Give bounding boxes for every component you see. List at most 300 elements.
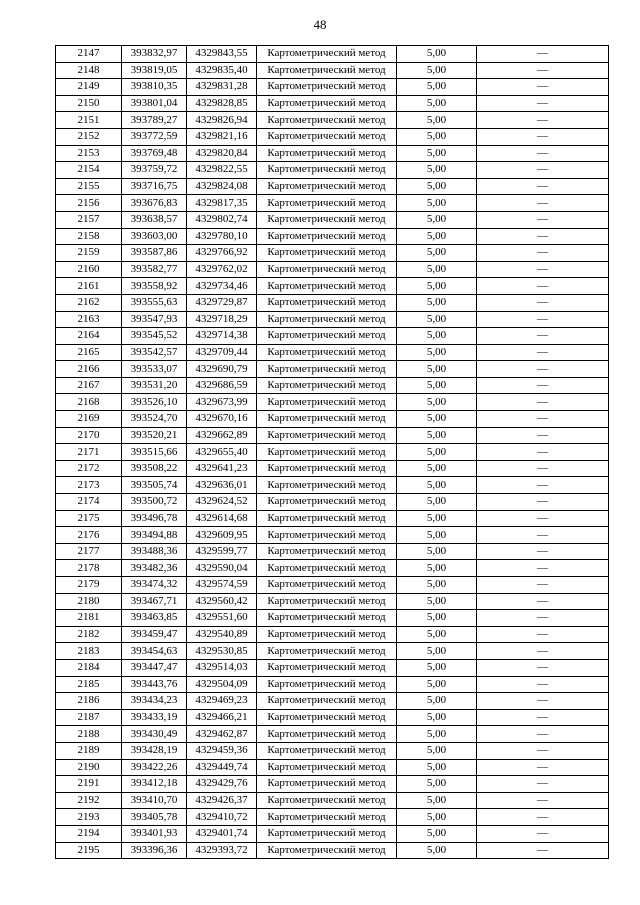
point-number-cell: 2187 [56, 709, 122, 726]
x-coordinate-cell: 393759,72 [122, 162, 187, 179]
table-row [56, 245, 609, 262]
y-coordinate-cell: 4329462,87 [187, 726, 257, 743]
accuracy-cell: 5,00 [397, 825, 477, 842]
table-row [56, 626, 609, 643]
accuracy-cell: 5,00 [397, 411, 477, 428]
accuracy-cell: 5,00 [397, 626, 477, 643]
table-row [56, 427, 609, 444]
description-cell: — [477, 162, 609, 179]
accuracy-cell: 5,00 [397, 593, 477, 610]
table-row [56, 460, 609, 477]
description-cell: — [477, 659, 609, 676]
description-cell: — [477, 759, 609, 776]
point-number-cell: 2172 [56, 460, 122, 477]
method-cell: Картометрический метод [257, 693, 397, 710]
y-coordinate-cell: 4329540,89 [187, 626, 257, 643]
x-coordinate-cell: 393533,07 [122, 361, 187, 378]
coordinates-table [55, 45, 609, 859]
description-cell: — [477, 842, 609, 859]
y-coordinate-cell: 4329410,72 [187, 809, 257, 826]
description-cell: — [477, 377, 609, 394]
x-coordinate-cell: 393542,57 [122, 344, 187, 361]
y-coordinate-cell: 4329624,52 [187, 494, 257, 511]
table-row [56, 145, 609, 162]
accuracy-cell: 5,00 [397, 809, 477, 826]
y-coordinate-cell: 4329817,35 [187, 195, 257, 212]
y-coordinate-cell: 4329709,44 [187, 344, 257, 361]
description-cell: — [477, 95, 609, 112]
method-cell: Картометрический метод [257, 626, 397, 643]
accuracy-cell: 5,00 [397, 726, 477, 743]
point-number-cell: 2151 [56, 112, 122, 129]
description-cell: — [477, 742, 609, 759]
y-coordinate-cell: 4329835,40 [187, 62, 257, 79]
method-cell: Картометрический метод [257, 659, 397, 676]
y-coordinate-cell: 4329393,72 [187, 842, 257, 859]
description-cell: — [477, 626, 609, 643]
description-cell: — [477, 510, 609, 527]
x-coordinate-cell: 393482,36 [122, 560, 187, 577]
description-cell: — [477, 228, 609, 245]
y-coordinate-cell: 4329655,40 [187, 444, 257, 461]
y-coordinate-cell: 4329831,28 [187, 79, 257, 96]
point-number-cell: 2161 [56, 278, 122, 295]
table-row [56, 228, 609, 245]
table-row [56, 261, 609, 278]
accuracy-cell: 5,00 [397, 294, 477, 311]
x-coordinate-cell: 393454,63 [122, 643, 187, 660]
table-row [56, 79, 609, 96]
y-coordinate-cell: 4329734,46 [187, 278, 257, 295]
y-coordinate-cell: 4329802,74 [187, 211, 257, 228]
point-number-cell: 2174 [56, 494, 122, 511]
method-cell: Картометрический метод [257, 294, 397, 311]
description-cell: — [477, 427, 609, 444]
description-cell: — [477, 676, 609, 693]
x-coordinate-cell: 393547,93 [122, 311, 187, 328]
accuracy-cell: 5,00 [397, 776, 477, 793]
point-number-cell: 2165 [56, 344, 122, 361]
x-coordinate-cell: 393716,75 [122, 178, 187, 195]
table-row [56, 411, 609, 428]
method-cell: Картометрический метод [257, 776, 397, 793]
point-number-cell: 2163 [56, 311, 122, 328]
point-number-cell: 2185 [56, 676, 122, 693]
y-coordinate-cell: 4329673,99 [187, 394, 257, 411]
y-coordinate-cell: 4329762,02 [187, 261, 257, 278]
point-number-cell: 2191 [56, 776, 122, 793]
method-cell: Картометрический метод [257, 577, 397, 594]
accuracy-cell: 5,00 [397, 394, 477, 411]
method-cell: Картометрический метод [257, 825, 397, 842]
y-coordinate-cell: 4329590,04 [187, 560, 257, 577]
table-row [56, 62, 609, 79]
point-number-cell: 2184 [56, 659, 122, 676]
x-coordinate-cell: 393463,85 [122, 610, 187, 627]
coordinates-table-body [56, 46, 609, 859]
x-coordinate-cell: 393433,19 [122, 709, 187, 726]
point-number-cell: 2177 [56, 543, 122, 560]
description-cell: — [477, 128, 609, 145]
method-cell: Картометрический метод [257, 195, 397, 212]
method-cell: Картометрический метод [257, 809, 397, 826]
accuracy-cell: 5,00 [397, 311, 477, 328]
table-row [56, 610, 609, 627]
x-coordinate-cell: 393832,97 [122, 46, 187, 63]
point-number-cell: 2166 [56, 361, 122, 378]
accuracy-cell: 5,00 [397, 377, 477, 394]
table-row [56, 593, 609, 610]
x-coordinate-cell: 393810,35 [122, 79, 187, 96]
y-coordinate-cell: 4329449,74 [187, 759, 257, 776]
table-row [56, 294, 609, 311]
point-number-cell: 2170 [56, 427, 122, 444]
point-number-cell: 2195 [56, 842, 122, 859]
y-coordinate-cell: 4329718,29 [187, 311, 257, 328]
table-row [56, 543, 609, 560]
x-coordinate-cell: 393428,19 [122, 742, 187, 759]
description-cell: — [477, 726, 609, 743]
table-row [56, 361, 609, 378]
y-coordinate-cell: 4329636,01 [187, 477, 257, 494]
method-cell: Картометрический метод [257, 676, 397, 693]
method-cell: Картометрический метод [257, 245, 397, 262]
accuracy-cell: 5,00 [397, 842, 477, 859]
table-row [56, 112, 609, 129]
method-cell: Картометрический метод [257, 145, 397, 162]
table-row [56, 128, 609, 145]
accuracy-cell: 5,00 [397, 145, 477, 162]
method-cell: Картометрический метод [257, 726, 397, 743]
description-cell: — [477, 328, 609, 345]
x-coordinate-cell: 393508,22 [122, 460, 187, 477]
point-number-cell: 2169 [56, 411, 122, 428]
x-coordinate-cell: 393494,88 [122, 527, 187, 544]
x-coordinate-cell: 393772,59 [122, 128, 187, 145]
method-cell: Картометрический метод [257, 377, 397, 394]
y-coordinate-cell: 4329514,03 [187, 659, 257, 676]
accuracy-cell: 5,00 [397, 693, 477, 710]
description-cell: — [477, 394, 609, 411]
method-cell: Картометрический метод [257, 228, 397, 245]
accuracy-cell: 5,00 [397, 610, 477, 627]
x-coordinate-cell: 393676,83 [122, 195, 187, 212]
x-coordinate-cell: 393405,78 [122, 809, 187, 826]
point-number-cell: 2182 [56, 626, 122, 643]
x-coordinate-cell: 393500,72 [122, 494, 187, 511]
accuracy-cell: 5,00 [397, 278, 477, 295]
table-row [56, 527, 609, 544]
y-coordinate-cell: 4329469,23 [187, 693, 257, 710]
table-row [56, 278, 609, 295]
x-coordinate-cell: 393558,92 [122, 278, 187, 295]
y-coordinate-cell: 4329690,79 [187, 361, 257, 378]
table-row [56, 792, 609, 809]
point-number-cell: 2189 [56, 742, 122, 759]
method-cell: Картометрический метод [257, 128, 397, 145]
point-number-cell: 2156 [56, 195, 122, 212]
description-cell: — [477, 577, 609, 594]
x-coordinate-cell: 393496,78 [122, 510, 187, 527]
point-number-cell: 2175 [56, 510, 122, 527]
description-cell: — [477, 560, 609, 577]
accuracy-cell: 5,00 [397, 577, 477, 594]
method-cell: Картометрический метод [257, 494, 397, 511]
x-coordinate-cell: 393422,26 [122, 759, 187, 776]
description-cell: — [477, 792, 609, 809]
table-row [56, 394, 609, 411]
x-coordinate-cell: 393531,20 [122, 377, 187, 394]
description-cell: — [477, 211, 609, 228]
method-cell: Картометрический метод [257, 411, 397, 428]
method-cell: Картометрический метод [257, 394, 397, 411]
y-coordinate-cell: 4329828,85 [187, 95, 257, 112]
method-cell: Картометрический метод [257, 79, 397, 96]
point-number-cell: 2152 [56, 128, 122, 145]
description-cell: — [477, 79, 609, 96]
y-coordinate-cell: 4329766,92 [187, 245, 257, 262]
point-number-cell: 2160 [56, 261, 122, 278]
point-number-cell: 2179 [56, 577, 122, 594]
method-cell: Картометрический метод [257, 527, 397, 544]
x-coordinate-cell: 393769,48 [122, 145, 187, 162]
table-row [56, 709, 609, 726]
point-number-cell: 2171 [56, 444, 122, 461]
point-number-cell: 2147 [56, 46, 122, 63]
y-coordinate-cell: 4329574,59 [187, 577, 257, 594]
description-cell: — [477, 195, 609, 212]
method-cell: Картометрический метод [257, 792, 397, 809]
x-coordinate-cell: 393819,05 [122, 62, 187, 79]
table-row [56, 311, 609, 328]
description-cell: — [477, 46, 609, 63]
x-coordinate-cell: 393520,21 [122, 427, 187, 444]
description-cell: — [477, 344, 609, 361]
x-coordinate-cell: 393582,77 [122, 261, 187, 278]
accuracy-cell: 5,00 [397, 759, 477, 776]
y-coordinate-cell: 4329426,37 [187, 792, 257, 809]
y-coordinate-cell: 4329530,85 [187, 643, 257, 660]
accuracy-cell: 5,00 [397, 543, 477, 560]
table-row [56, 676, 609, 693]
y-coordinate-cell: 4329429,76 [187, 776, 257, 793]
accuracy-cell: 5,00 [397, 95, 477, 112]
accuracy-cell: 5,00 [397, 742, 477, 759]
y-coordinate-cell: 4329714,38 [187, 328, 257, 345]
method-cell: Картометрический метод [257, 460, 397, 477]
point-number-cell: 2193 [56, 809, 122, 826]
point-number-cell: 2167 [56, 377, 122, 394]
description-cell: — [477, 610, 609, 627]
table-row [56, 211, 609, 228]
description-cell: — [477, 825, 609, 842]
x-coordinate-cell: 393443,76 [122, 676, 187, 693]
point-number-cell: 2154 [56, 162, 122, 179]
x-coordinate-cell: 393412,18 [122, 776, 187, 793]
y-coordinate-cell: 4329614,68 [187, 510, 257, 527]
table-row [56, 842, 609, 859]
accuracy-cell: 5,00 [397, 676, 477, 693]
accuracy-cell: 5,00 [397, 328, 477, 345]
table-row [56, 560, 609, 577]
point-number-cell: 2148 [56, 62, 122, 79]
accuracy-cell: 5,00 [397, 527, 477, 544]
x-coordinate-cell: 393447,47 [122, 659, 187, 676]
table-row [56, 809, 609, 826]
x-coordinate-cell: 393515,66 [122, 444, 187, 461]
x-coordinate-cell: 393524,70 [122, 411, 187, 428]
point-number-cell: 2158 [56, 228, 122, 245]
y-coordinate-cell: 4329551,60 [187, 610, 257, 627]
accuracy-cell: 5,00 [397, 444, 477, 461]
x-coordinate-cell: 393474,32 [122, 577, 187, 594]
point-number-cell: 2180 [56, 593, 122, 610]
point-number-cell: 2178 [56, 560, 122, 577]
table-row [56, 693, 609, 710]
method-cell: Картометрический метод [257, 361, 397, 378]
point-number-cell: 2190 [56, 759, 122, 776]
accuracy-cell: 5,00 [397, 79, 477, 96]
accuracy-cell: 5,00 [397, 261, 477, 278]
accuracy-cell: 5,00 [397, 344, 477, 361]
description-cell: — [477, 112, 609, 129]
table-row [56, 825, 609, 842]
table-row [56, 726, 609, 743]
method-cell: Картометрический метод [257, 178, 397, 195]
point-number-cell: 2173 [56, 477, 122, 494]
point-number-cell: 2150 [56, 95, 122, 112]
accuracy-cell: 5,00 [397, 659, 477, 676]
method-cell: Картометрический метод [257, 593, 397, 610]
description-cell: — [477, 809, 609, 826]
accuracy-cell: 5,00 [397, 112, 477, 129]
table-row [56, 659, 609, 676]
description-cell: — [477, 460, 609, 477]
y-coordinate-cell: 4329662,89 [187, 427, 257, 444]
y-coordinate-cell: 4329401,74 [187, 825, 257, 842]
y-coordinate-cell: 4329670,16 [187, 411, 257, 428]
method-cell: Картометрический метод [257, 560, 397, 577]
point-number-cell: 2149 [56, 79, 122, 96]
x-coordinate-cell: 393410,70 [122, 792, 187, 809]
table-row [56, 742, 609, 759]
x-coordinate-cell: 393401,93 [122, 825, 187, 842]
point-number-cell: 2155 [56, 178, 122, 195]
accuracy-cell: 5,00 [397, 211, 477, 228]
method-cell: Картометрический метод [257, 759, 397, 776]
method-cell: Картометрический метод [257, 510, 397, 527]
table-row [56, 759, 609, 776]
y-coordinate-cell: 4329609,95 [187, 527, 257, 544]
accuracy-cell: 5,00 [397, 46, 477, 63]
description-cell: — [477, 776, 609, 793]
method-cell: Картометрический метод [257, 278, 397, 295]
description-cell: — [477, 709, 609, 726]
table-row [56, 643, 609, 660]
accuracy-cell: 5,00 [397, 643, 477, 660]
point-number-cell: 2159 [56, 245, 122, 262]
point-number-cell: 2183 [56, 643, 122, 660]
method-cell: Картометрический метод [257, 311, 397, 328]
x-coordinate-cell: 393555,63 [122, 294, 187, 311]
x-coordinate-cell: 393459,47 [122, 626, 187, 643]
method-cell: Картометрический метод [257, 112, 397, 129]
description-cell: — [477, 444, 609, 461]
method-cell: Картометрический метод [257, 543, 397, 560]
accuracy-cell: 5,00 [397, 460, 477, 477]
y-coordinate-cell: 4329822,55 [187, 162, 257, 179]
description-cell: — [477, 294, 609, 311]
x-coordinate-cell: 393603,00 [122, 228, 187, 245]
x-coordinate-cell: 393587,86 [122, 245, 187, 262]
y-coordinate-cell: 4329599,77 [187, 543, 257, 560]
page-number: 48 [313, 17, 327, 32]
table-row [56, 510, 609, 527]
x-coordinate-cell: 393434,23 [122, 693, 187, 710]
accuracy-cell: 5,00 [397, 477, 477, 494]
accuracy-cell: 5,00 [397, 178, 477, 195]
x-coordinate-cell: 393545,52 [122, 328, 187, 345]
accuracy-cell: 5,00 [397, 162, 477, 179]
point-number-cell: 2194 [56, 825, 122, 842]
point-number-cell: 2162 [56, 294, 122, 311]
description-cell: — [477, 411, 609, 428]
table-row [56, 577, 609, 594]
description-cell: — [477, 477, 609, 494]
method-cell: Картометрический метод [257, 344, 397, 361]
y-coordinate-cell: 4329729,87 [187, 294, 257, 311]
accuracy-cell: 5,00 [397, 228, 477, 245]
method-cell: Картометрический метод [257, 328, 397, 345]
table-row [56, 444, 609, 461]
point-number-cell: 2157 [56, 211, 122, 228]
x-coordinate-cell: 393467,71 [122, 593, 187, 610]
method-cell: Картометрический метод [257, 643, 397, 660]
description-cell: — [477, 593, 609, 610]
x-coordinate-cell: 393789,27 [122, 112, 187, 129]
table-row [56, 195, 609, 212]
y-coordinate-cell: 4329560,42 [187, 593, 257, 610]
description-cell: — [477, 278, 609, 295]
table-row [56, 377, 609, 394]
table-row [56, 178, 609, 195]
accuracy-cell: 5,00 [397, 361, 477, 378]
y-coordinate-cell: 4329466,21 [187, 709, 257, 726]
description-cell: — [477, 245, 609, 262]
method-cell: Картометрический метод [257, 95, 397, 112]
x-coordinate-cell: 393801,04 [122, 95, 187, 112]
y-coordinate-cell: 4329843,55 [187, 46, 257, 63]
point-number-cell: 2164 [56, 328, 122, 345]
y-coordinate-cell: 4329780,10 [187, 228, 257, 245]
y-coordinate-cell: 4329459,36 [187, 742, 257, 759]
x-coordinate-cell: 393430,49 [122, 726, 187, 743]
method-cell: Картометрический метод [257, 742, 397, 759]
method-cell: Картометрический метод [257, 444, 397, 461]
description-cell: — [477, 145, 609, 162]
accuracy-cell: 5,00 [397, 62, 477, 79]
y-coordinate-cell: 4329821,16 [187, 128, 257, 145]
description-cell: — [477, 311, 609, 328]
table-row [56, 477, 609, 494]
point-number-cell: 2186 [56, 693, 122, 710]
table-row [56, 95, 609, 112]
description-cell: — [477, 178, 609, 195]
description-cell: — [477, 643, 609, 660]
table-row [56, 162, 609, 179]
y-coordinate-cell: 4329824,08 [187, 178, 257, 195]
accuracy-cell: 5,00 [397, 510, 477, 527]
